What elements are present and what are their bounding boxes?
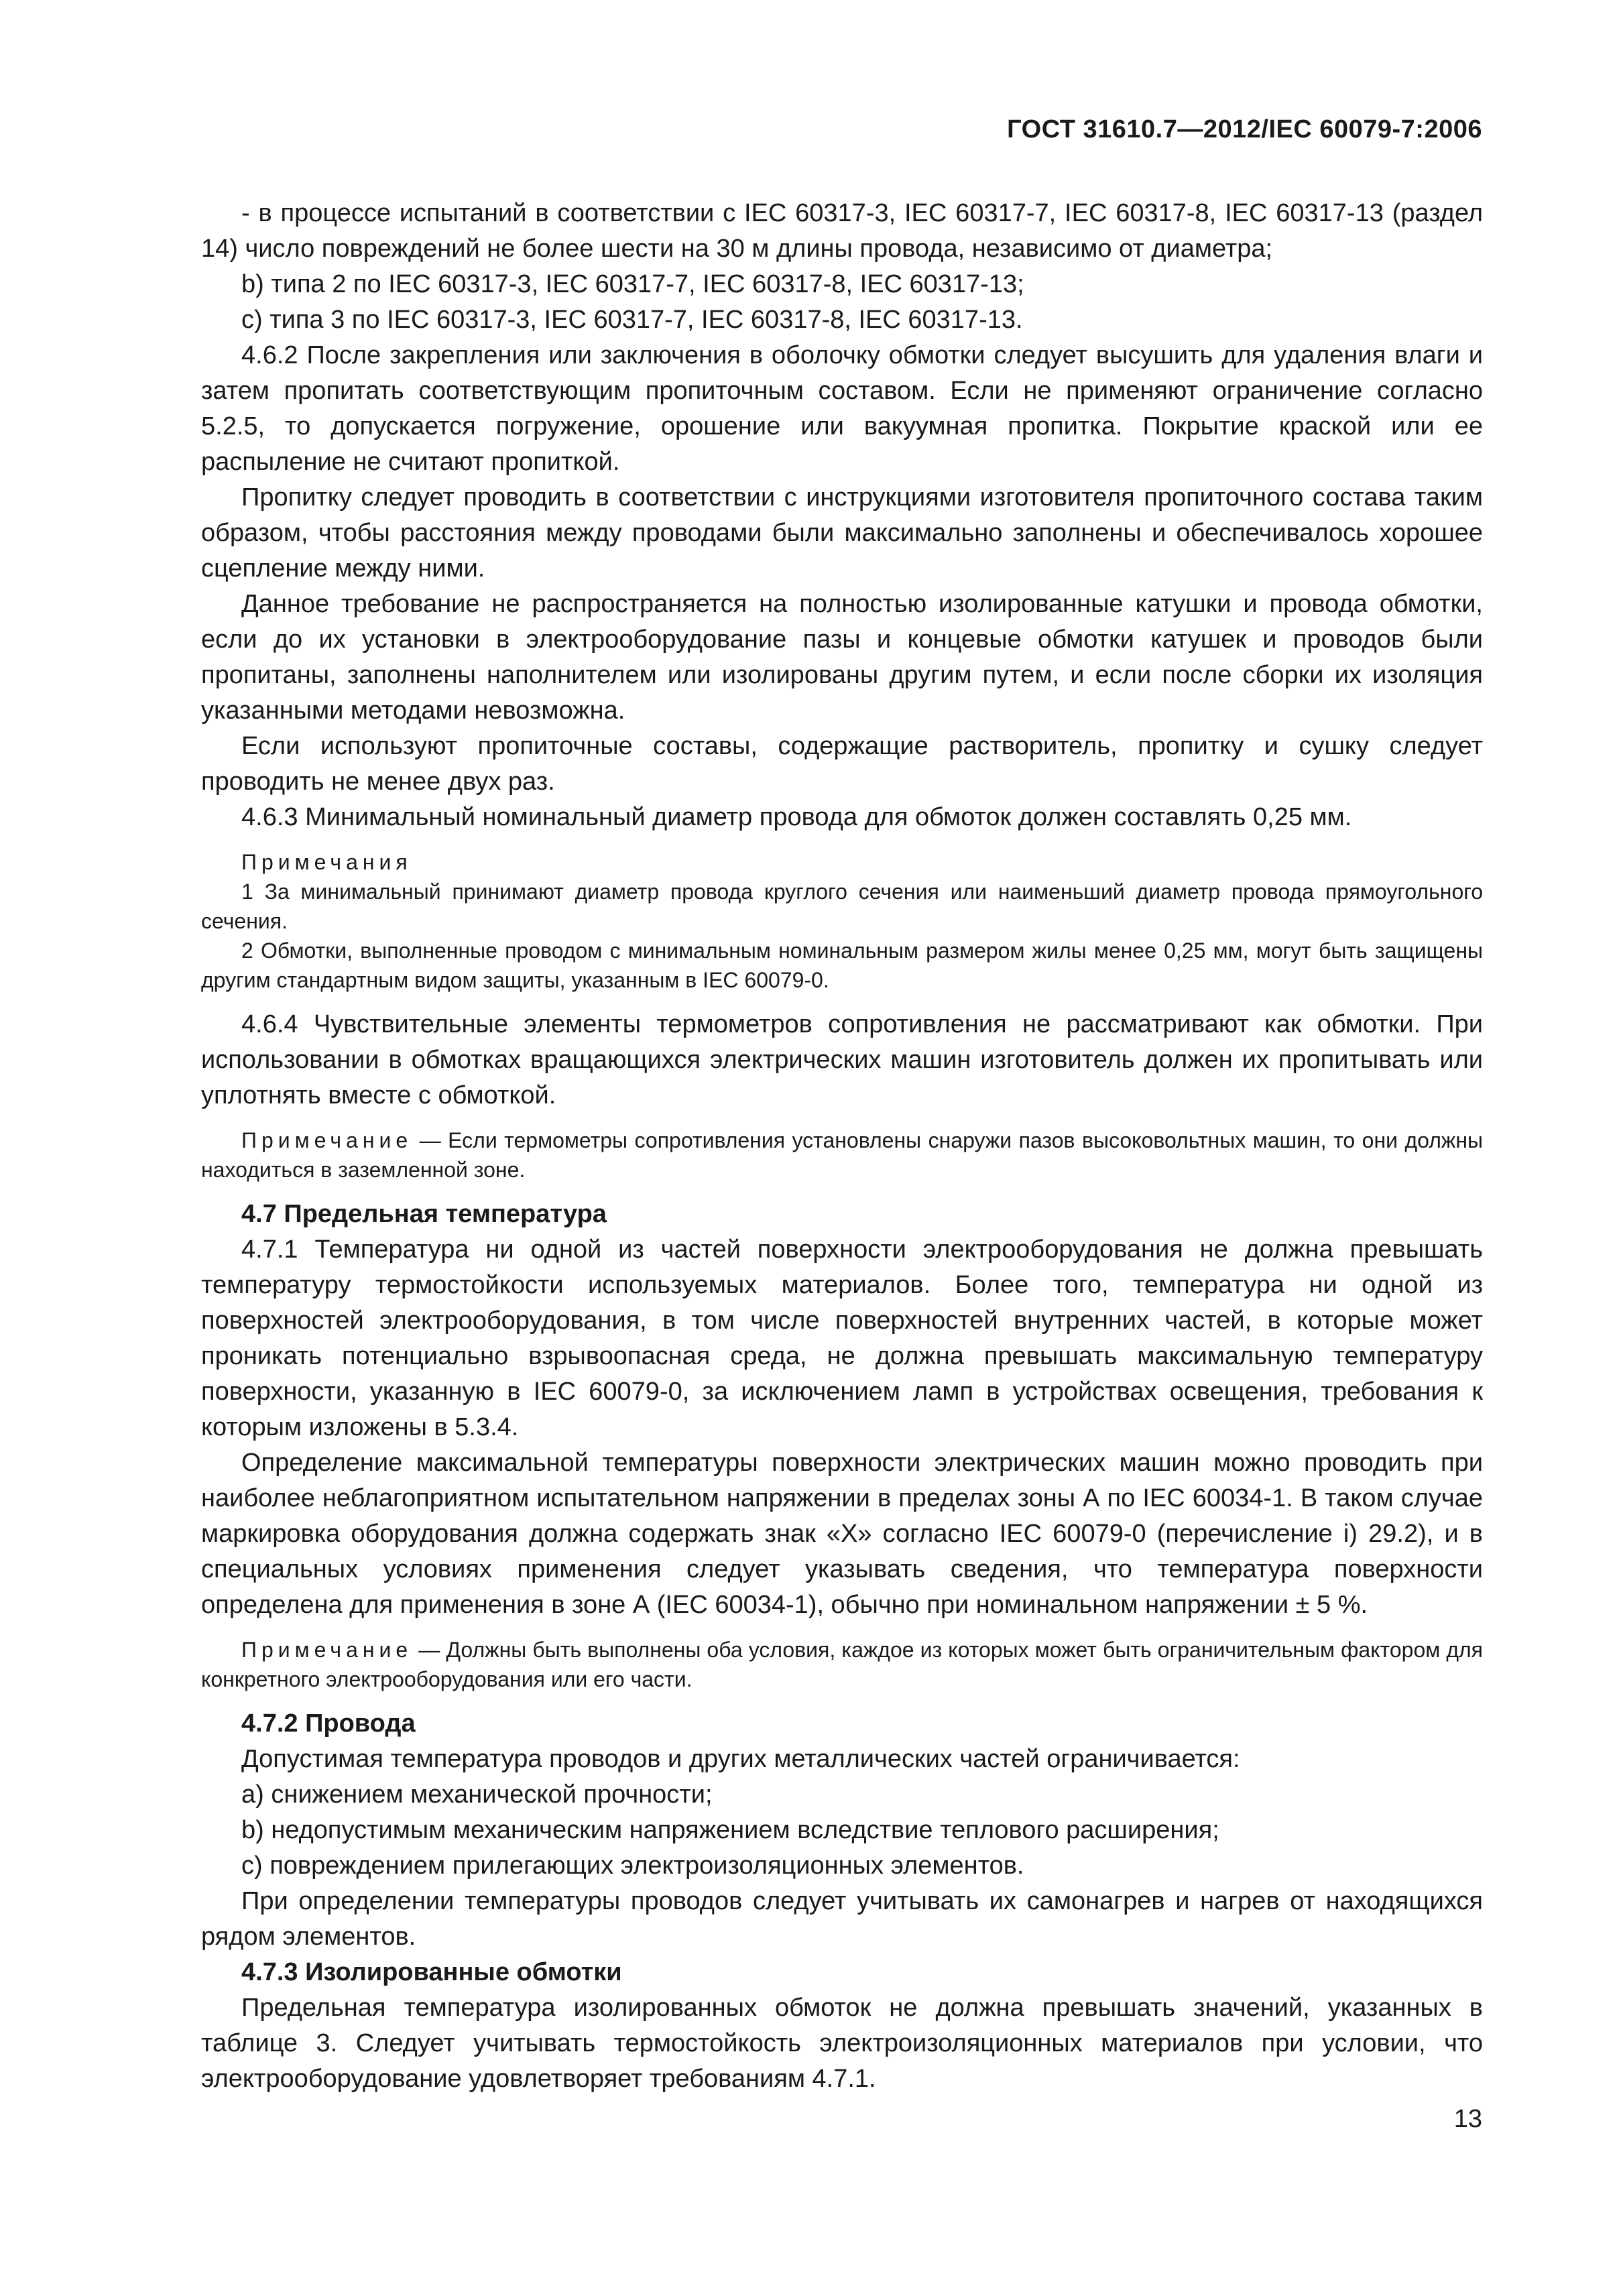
note-label: Примечание	[241, 1128, 413, 1152]
note-item: 1 За минимальный принимают диаметр провода круглого сечения или наименьший диаметр провода прямоугольного сечения.	[201, 880, 1483, 933]
note-label: Примечание	[241, 1638, 413, 1662]
subsection-heading: 4.7.3 Изолированные обмотки	[241, 1958, 622, 1986]
paragraph: Если используют пропиточные составы, содержащие растворитель, пропитку и сушку следует проводить не менее двух раз.	[201, 732, 1483, 796]
list-item: c) повреждением прилегающих электроизоляционных элементов.	[241, 1852, 1024, 1880]
paragraph: Данное требование не распространяется на полностью изолированные катушки и провода обмотки, если до их установки в электрооборудование пазы и концевые обмотки катушек и проводов были пропитаны, заполнены наполнителем или изолированы другим путем, и если после сборки их изоляция указанными методами невозможна.	[201, 590, 1483, 725]
paragraph: Определение максимальной температуры поверхности электрических машин можно проводить при наиболее неблагоприятном испытательном напряжении в пределах зоны А по IEC 60034-1. В таком случае маркировка оборудования должна содержать знак «X» согласно IEC 60079-0 (перечисление i) 29.2), и в специальных условиях применения следует указывать сведения, что температура поверхности определена для применения в зоне А (IEC 60034-1), обычно при номинальном напряжении ± 5 %.	[201, 1449, 1483, 1619]
page-body	[201, 196, 1483, 2097]
paragraph: Допустимая температура проводов и других металлических частей ограничивается:	[241, 1745, 1240, 1773]
paragraph: 4.7.1 Температура ни одной из частей поверхности электрооборудования не должна превышать температуру термостойкости используемых материалов. Более того, температура ни одной из поверхностей электрооборудования, в том числе поверхностей внутренних частей, в которые может проникать потенциально взрывоопасная среда, не должна превышать максимальную температуру поверхности, указанную в IEC 60079-0, за исключением ламп в устройствах освещения, требования к которым изложены в 5.3.4.	[201, 1235, 1483, 1441]
page-number: 13	[1453, 2105, 1482, 2133]
paragraph: - в процессе испытаний в соответствии с IEC 60317-3, IEC 60317-7, IEC 60317-8, IEC 60317-13 (раздел 14) число повреждений не более шести на 30 м длины провода, независимо от диаметра;	[201, 199, 1483, 263]
section-heading: 4.7 Предельная температура	[241, 1200, 607, 1228]
paragraph: Предельная температура изолированных обмоток не должна превышать значений, указанных в таблице 3. Следует учитывать термостойкость электроизоляционных материалов при условии, что электрооборудование удовлетворяет требованиям 4.7.1.	[201, 1994, 1483, 2093]
paragraph: 4.6.2 После закрепления или заключения в оболочку обмотки следует высушить для удаления влаги и затем пропитать соответствующим пропиточным составом. Если не применяют ограничение согласно 5.2.5, то допускается погружение, орошение или вакуумная пропитка. Покрытие краской или ее распыление не считают пропиткой.	[201, 341, 1483, 476]
note-item: 2 Обмотки, выполненные проводом с минимальным номинальным размером жилы менее 0,25 мм, могут быть защищены другим стандартным видом защиты, указанным в IEC 60079-0.	[201, 939, 1483, 992]
paragraph: При определении температуры проводов следует учитывать их самонагрев и нагрев от находящихся рядом элементов.	[201, 1887, 1483, 1951]
list-item: b) типа 2 по IEC 60317-3, IEC 60317-7, IEC 60317-8, IEC 60317-13;	[241, 270, 1024, 298]
note-text: — Если термометры сопротивления установлены снаружи пазов высоковольтных машин, то они должны находиться в заземленной зоне.	[201, 1128, 1483, 1182]
list-item: а) снижением механической прочности;	[241, 1780, 713, 1809]
note	[201, 1126, 1483, 1185]
note-text: — Должны быть выполнены оба условия, каждое из которых может быть ограничительным фактором для конкретного электрооборудования или его части.	[201, 1638, 1483, 1691]
paragraph: 4.6.3 Минимальный номинальный диаметр провода для обмоток должен составлять 0,25 мм.	[241, 803, 1352, 831]
notes-heading: Примечания	[241, 850, 412, 874]
list-item: c) типа 3 по IEC 60317-3, IEC 60317-7, IEC 60317-8, IEC 60317-13.	[241, 306, 1023, 334]
list-item: b) недопустимым механическим напряжением вследствие теплового расширения;	[241, 1816, 1219, 1844]
paragraph: 4.6.4 Чувствительные элементы термометров сопротивления не рассматривают как обмотки. При использовании в обмотках вращающихся электрических машин изготовитель должен их пропитывать или уплотнять вместе с обмоткой.	[201, 1010, 1483, 1109]
standard-designation: ГОСТ 31610.7—2012/IEC 60079-7:2006	[1007, 115, 1482, 143]
subsection-heading: 4.7.2 Провода	[241, 1709, 416, 1738]
paragraph: Пропитку следует проводить в соответствии с инструкциями изготовителя пропиточного состава таким образом, чтобы расстояния между проводами были максимально заполнены и обеспечивалось хорошее сцепление между ними.	[201, 483, 1483, 583]
note	[201, 1635, 1483, 1694]
